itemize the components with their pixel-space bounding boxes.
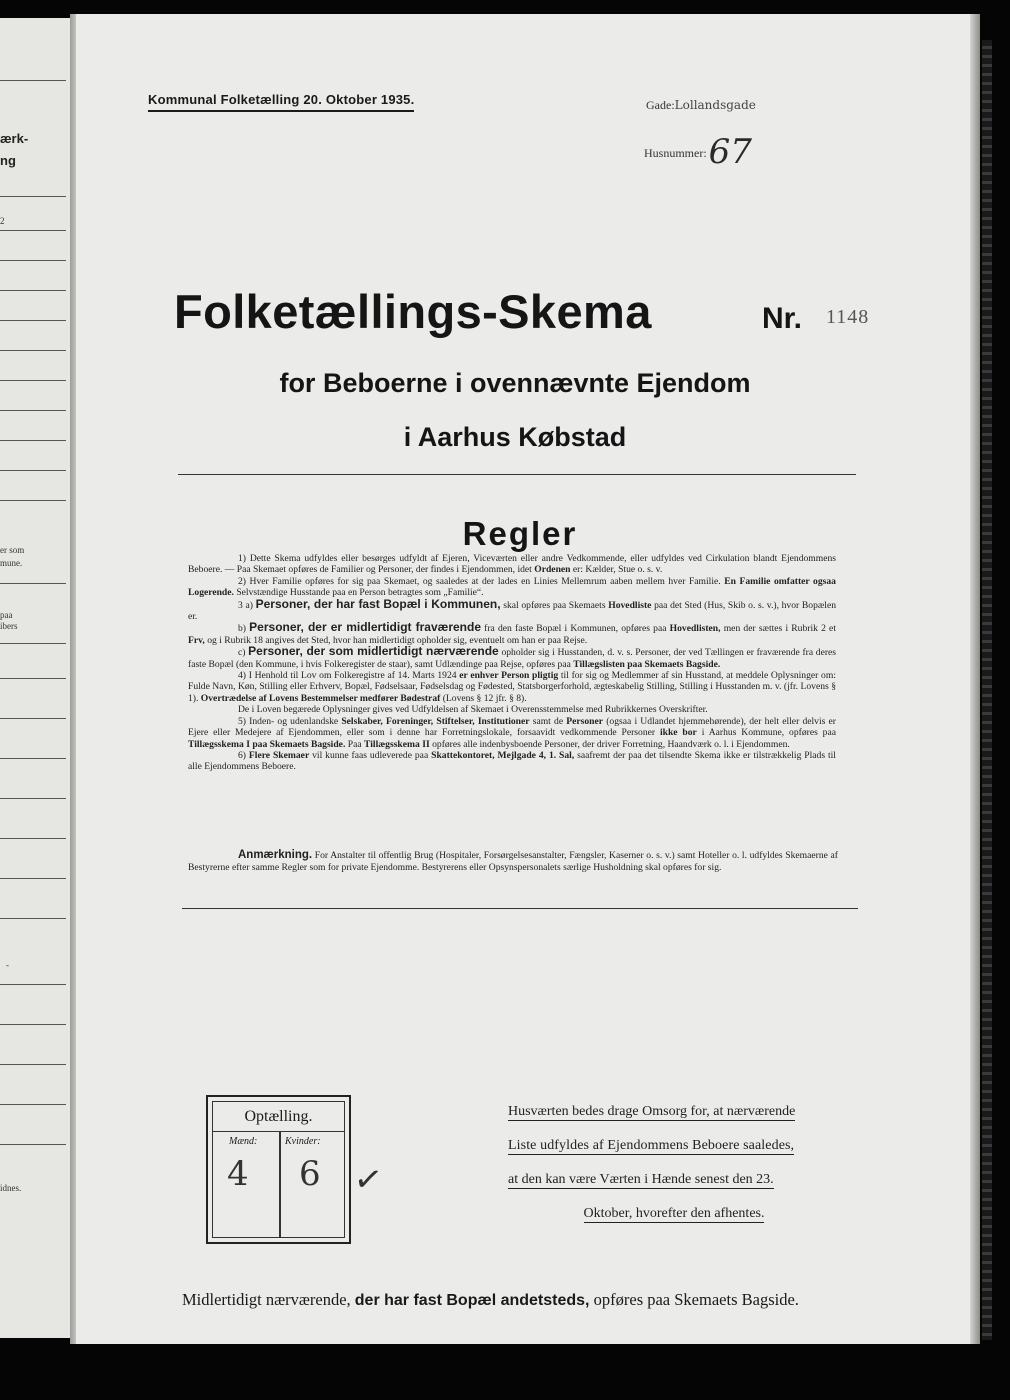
rule-1: 1) Dette Skema udfyldes eller besørges udfyldt af Ejeren, Viceværten eller andre Vedkommende, eller udfyldes ved Cirkulation blandt Ejendommens Beboere. — Paa Skemaet opføres de Familier og Personer, der findes i Ejendommen, idet Ordenen er: Kælder, Stue o. s. v.	[188, 553, 836, 576]
left-page-fragment	[0, 18, 72, 1338]
left-rule	[0, 350, 66, 351]
left-rule	[0, 678, 66, 679]
left-rule	[0, 500, 66, 501]
form-location: i Aarhus Købstad	[403, 422, 627, 452]
left-fragment-text: paa	[0, 610, 13, 620]
notice-line: Oktober, hvorefter den afhentes.	[583, 1206, 765, 1221]
rule-4-note: De i Loven begærede Oplysninger gives ved Udfyldelsen af Skemaet i Overensstemmelse med Rubrikkernes Overskrifter.	[238, 704, 708, 716]
divider	[182, 908, 858, 909]
left-rule	[0, 984, 66, 985]
notice-line: Husværten bedes drage Omsorg for, at nærværende	[508, 1104, 796, 1119]
left-rule	[0, 798, 66, 799]
left-rule	[0, 1024, 66, 1025]
left-fragment-text: er som	[0, 545, 25, 555]
left-fragment-text: -	[6, 960, 9, 970]
men-label: Mænd:	[229, 1136, 258, 1147]
check-mark-icon: ✓	[351, 1158, 386, 1202]
form-subtitle: for Beboerne i ovennævnte Ejendom	[279, 368, 751, 398]
house-number-value: 67	[708, 132, 752, 172]
rule-3b: b) Personer, der er midlertidigt fraværende fra den faste Bopæl i Kommunen, opføres paa Hovedlisten, men der sættes i Rubrik 2 et Frv, og i Rubrik 18 angives det Sted, hvor han midlertidigt opholder sig, eventuelt om han er paa Rejse.	[188, 620, 836, 646]
count-box-inner	[212, 1101, 345, 1238]
remark-label: Anmærkning.	[238, 849, 313, 861]
street-label: Gade:	[646, 98, 675, 112]
left-rule	[0, 290, 66, 291]
house-number-field	[644, 126, 752, 172]
men-count: 4	[227, 1154, 249, 1194]
rule-2: 2) Hver Familie opføres for sig paa Skemaet, og saaledes at der lades en Linies Mellemrum aaben mellem hver Familie. En Familie omfatter ogsaa Logerende. Selvstændige Husstande paa en Person betragtes som „Familie“.	[188, 575, 836, 599]
left-rule	[0, 1064, 66, 1065]
left-fragment-text: ibers	[0, 621, 18, 631]
divider	[178, 474, 856, 475]
left-rule	[0, 230, 66, 231]
landlord-notice	[508, 1095, 840, 1231]
left-rule	[0, 380, 66, 381]
left-fragment-text: idnes.	[0, 1183, 22, 1193]
rule-4: 4) I Henhold til Lov om Folkeregistre af 14. Marts 1924 er enhver Person pligtig til for sig og Medlemmer af sin Husstand, at meddele Oplysninger om: Fulde Navn, Køn, Stilling eller Erhverv, Bopæl, Fødselsaar, Fødselsdag og Fødested, Statsborgerforhold, ægteskabelig Stilling, Stilling i Husstanden m. v. (jfr. Lovens § 1). Overtrædelse af Lovens Bestemmelser medfører Bødestraf (Lovens § 12 jfr. § 8).	[188, 670, 836, 704]
rule-5: 5) Inden- og udenlandske Selskaber, Foreninger, Stiftelser, Institutioner samt de Personer (ogsaa i Udlandet hjemmehørende), der helt eller delvis er Ejere eller Medejere af Ejendommen, eller som i denne har Forretningslokale, forsaavidt vedkommende Personer ikke bor i Aarhus Kommune, opføres paa Tillægsskema I paa Skemaets Bagside. Paa Tillægsskema II opføres alle indenbysboende Personer, der driver Forretning, Haandværk o. l. i Ejendommen.	[188, 715, 836, 750]
left-rule	[0, 1144, 66, 1145]
binding-spine	[982, 40, 992, 1340]
left-rule	[0, 1104, 66, 1105]
left-fragment-text: mune.	[0, 558, 23, 568]
left-rule	[0, 410, 66, 411]
page-edge	[970, 14, 980, 1344]
street-field	[646, 98, 756, 113]
form-title: Folketællings-Skema	[174, 285, 652, 338]
left-rule	[0, 80, 66, 81]
rules-text	[188, 553, 836, 773]
count-box-title: Optælling.	[213, 1102, 344, 1132]
left-rule	[0, 583, 66, 584]
count-box	[206, 1095, 351, 1244]
rules-heading: Regler	[462, 515, 578, 552]
remark-text: For Anstalter til offentlig Brug (Hospitaler, Forsørgelsesanstalter, Fængsler, Kaserner o. s. v.) samt Hoteller o. l. udfyldes Skemaerne af Bestyrerne efter samme Regler som for private Ejendomme. Bestyrerens eller Opsynspersonalets særlige Husholdning skal opføres for sig.	[188, 850, 838, 873]
notice-line: at den kan være Værten i Hænde senest den 23.	[508, 1172, 774, 1187]
rule-3c: c) Personer, der som midlertidigt nærværende opholder sig i Husstanden, d. v. s. Personer, der ved Tællingen er fraværende fra deres faste Bopæl (den Kommune, i hvis Folkeregister de staar), samt Udlændinge paa Rejse, opføres paa Tillægslisten paa Skemaets Bagside.	[188, 644, 837, 670]
left-rule	[0, 643, 66, 644]
left-rule	[0, 878, 66, 879]
house-number-label: Husnummer:	[644, 146, 707, 160]
left-fragment-text: 2	[0, 216, 5, 226]
women-label: Kvinder:	[285, 1136, 321, 1147]
women-count: 6	[299, 1154, 321, 1194]
footer-note: Midlertidigt nærværende, der har fast Bopæl andetsteds, opføres paa Skemaets Bagside.	[182, 1290, 799, 1309]
left-rule	[0, 440, 66, 441]
rule-3a: 3 a) Personer, der har fast Bopæl i Kommunen, skal opføres paa Skemaets Hovedliste paa det Sted (Hus, Skib o. s. v.), hvor Bopælen er.	[188, 596, 837, 623]
rule-6: 6) Flere Skemaer vil kunne faas udleverede paa Skattekontoret, Mejlgade 4, 1. Sal, saafremt der paa det tilsendte Skema ikke er tilstrækkelig Plads til alle Ejendommens Beboere.	[188, 749, 836, 773]
remark-paragraph	[188, 850, 838, 873]
form-number-value: 1148	[826, 306, 870, 328]
census-heading: Kommunal Folketælling 20. Oktober 1935.	[148, 92, 414, 112]
street-value: Lollandsgade	[674, 98, 756, 112]
notice-line: Liste udfyldes af Ejendommens Beboere saaledes,	[508, 1138, 795, 1153]
left-rule	[0, 196, 66, 197]
left-fragment-text: ærk-	[0, 131, 29, 146]
left-fragment-text: ng	[0, 153, 16, 168]
left-rule	[0, 320, 66, 321]
left-rule	[0, 758, 66, 759]
count-box-divider	[279, 1131, 281, 1237]
left-rule	[0, 260, 66, 261]
left-rule	[0, 838, 66, 839]
left-rule	[0, 918, 66, 919]
form-number-label: Nr.	[762, 302, 803, 335]
left-rule	[0, 718, 66, 719]
left-rule	[0, 470, 66, 471]
